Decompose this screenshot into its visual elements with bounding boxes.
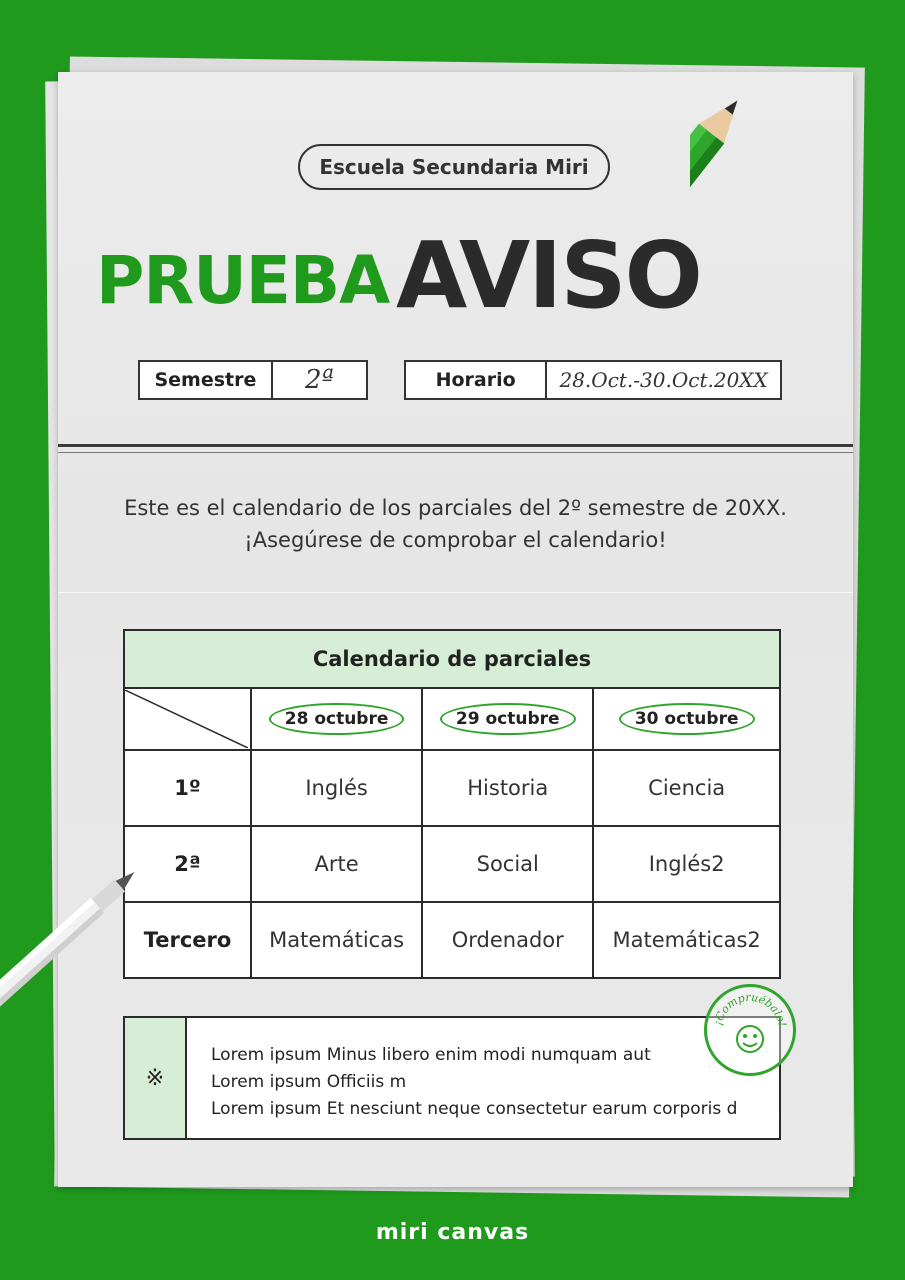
table-cell: Matemáticas <box>251 902 422 978</box>
reference-mark-icon: ※ <box>125 1018 187 1138</box>
notes-box <box>123 1016 781 1140</box>
schedule-box <box>404 360 782 400</box>
table-cell: Matemáticas2 <box>593 902 780 978</box>
date-cell <box>422 688 593 750</box>
semester-label: Semestre <box>140 362 273 398</box>
green-pencil-icon <box>690 90 905 330</box>
table-row <box>124 826 780 902</box>
divider-thick <box>58 444 853 447</box>
table-cell: Arte <box>251 826 422 902</box>
note-line: Lorem ipsum Officiis m <box>211 1072 407 1092</box>
table-cell: Ordenador <box>422 902 593 978</box>
stamp-text: ¡Compruébalo! <box>711 990 789 1028</box>
intro-line-2: ¡Asegúrese de comprobar el calendario! <box>244 528 667 552</box>
table-cell: Inglés <box>251 750 422 826</box>
date-28: 28 octubre <box>269 703 405 735</box>
corner-cell <box>124 688 251 750</box>
date-cell <box>251 688 422 750</box>
check-stamp <box>704 984 796 1076</box>
title-prueba: PRUEBA <box>96 242 390 319</box>
row-label: 2ª <box>124 826 251 902</box>
title-aviso: AVISO <box>396 222 701 329</box>
table-row <box>124 902 780 978</box>
intro-text <box>58 492 853 556</box>
table-cell: Social <box>422 826 593 902</box>
intro-line-1: Este es el calendario de los parciales del 2º semestre de 20XX. <box>124 496 787 520</box>
exam-calendar-table <box>123 629 781 979</box>
schedule-label: Horario <box>406 362 547 398</box>
semester-box <box>138 360 368 400</box>
table-row <box>124 750 780 826</box>
semester-value: 2ª <box>304 365 334 395</box>
school-name-badge: Escuela Secundaria Miri <box>298 144 610 190</box>
note-line: Lorem ipsum Et nesciunt neque consectetur earum corporis d <box>211 1099 738 1119</box>
notes-lines <box>187 1018 737 1138</box>
paper-fold <box>58 592 853 593</box>
table-cell: Inglés2 <box>593 826 780 902</box>
calendar-caption: Calendario de parciales <box>124 630 780 688</box>
brand-logo: miri canvas <box>375 1220 530 1245</box>
note-line: Lorem ipsum Minus libero enim modi numquam aut <box>211 1045 651 1065</box>
row-label: 1º <box>124 750 251 826</box>
white-pen-icon <box>0 860 150 1060</box>
date-29: 29 octubre <box>440 703 576 735</box>
date-30: 30 octubre <box>619 703 755 735</box>
table-header-row <box>124 688 780 750</box>
diagonal-line <box>125 690 248 748</box>
table-cell: Ciencia <box>593 750 780 826</box>
schedule-value: 28.Oct.-30.Oct.20XX <box>559 368 768 392</box>
row-label: Tercero <box>124 902 251 978</box>
date-cell <box>593 688 780 750</box>
svg-text:¡Compruébalo! <box>711 991 788 1028</box>
table-cell: Historia <box>422 750 593 826</box>
divider-thin <box>58 452 853 453</box>
smiley-stamp-icon <box>707 987 793 1073</box>
